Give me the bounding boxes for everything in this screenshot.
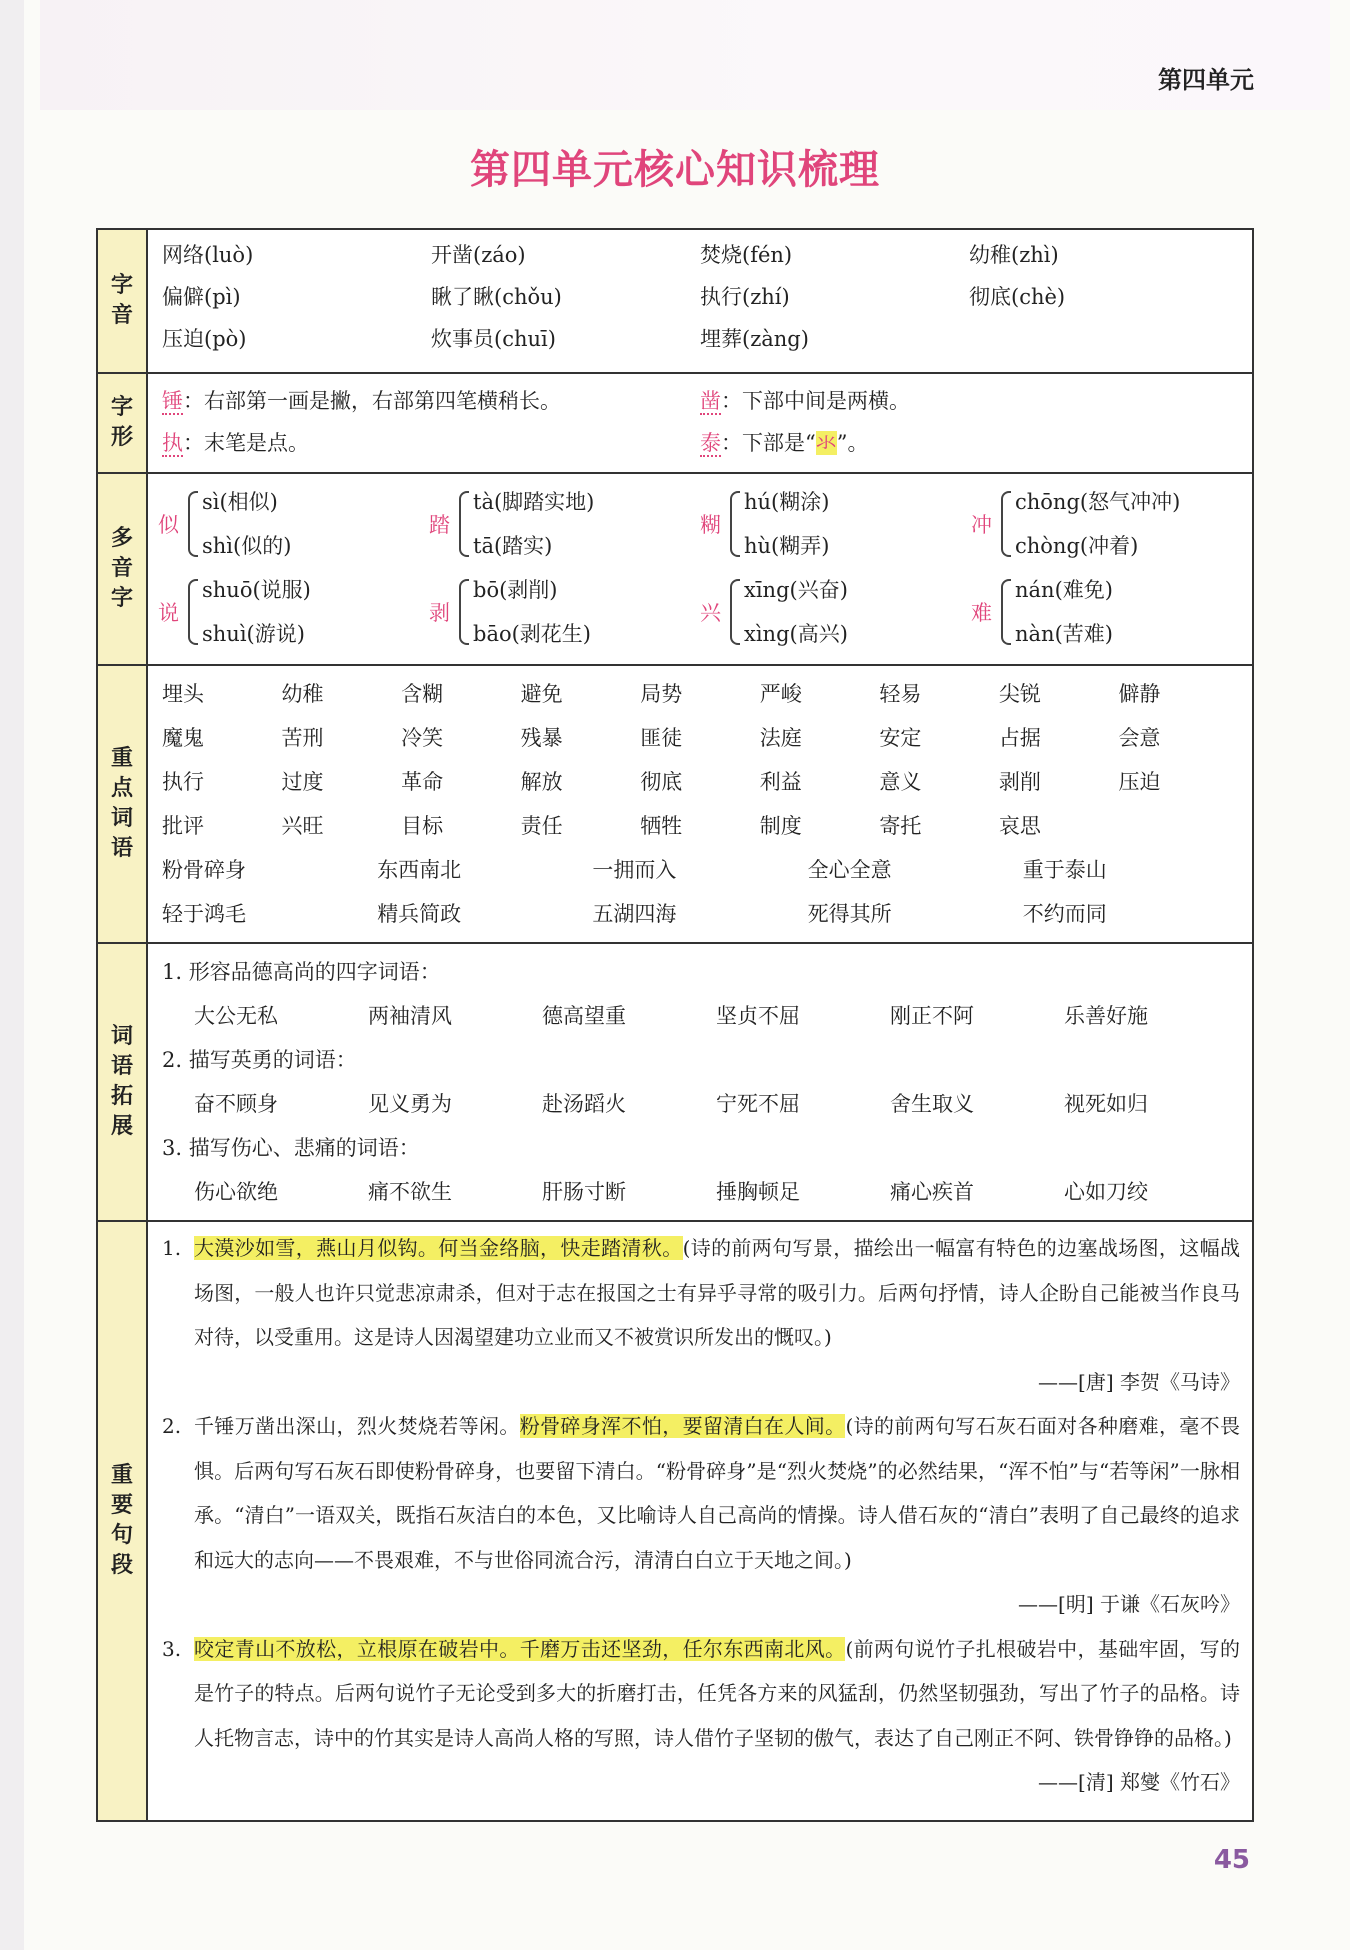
word: 过度 xyxy=(281,770,324,794)
idiom: 一拥而入 xyxy=(592,858,677,882)
polyphone-item: 冲 chōng(怒气冲冲) chòng(冲着) xyxy=(971,490,1181,558)
label-pronunciation: 字音 xyxy=(97,229,147,373)
section-tag: 第四单元 xyxy=(1158,66,1254,94)
shape-item: 锤：右部第一画是撇，右部第四笔横稍长。 xyxy=(162,389,561,413)
word: 责任 xyxy=(520,814,563,838)
pron-item: 压迫(pò) xyxy=(162,327,247,351)
polyphone-item: 踏 tà(脚踏实地) tā(踏实) xyxy=(429,490,595,558)
idiom: 不约而同 xyxy=(1022,902,1107,926)
word: 埋头 xyxy=(162,682,204,706)
word: 冷笑 xyxy=(401,726,444,750)
word: 革命 xyxy=(401,770,444,794)
idiom: 东西南北 xyxy=(377,858,462,882)
idiom: 五湖四海 xyxy=(592,902,677,926)
word: 制度 xyxy=(759,814,802,838)
ext-word: 奋不顾身 xyxy=(194,1092,278,1116)
label-polyphones: 多音字 xyxy=(97,473,147,665)
pron-item: 彻底(chè) xyxy=(969,285,1066,309)
word: 目标 xyxy=(401,814,444,838)
row-polyphones xyxy=(97,473,1253,665)
pron-item: 网络(luò) xyxy=(162,243,254,267)
word: 含糊 xyxy=(401,682,444,706)
sentence-source: ——[明] 于谦《石灰吟》 xyxy=(1018,1592,1240,1616)
word: 严峻 xyxy=(759,682,802,706)
ext-word: 痛心疾首 xyxy=(890,1180,974,1204)
word: 兴旺 xyxy=(281,814,324,838)
ext-word: 两袖清风 xyxy=(368,1004,452,1028)
label-sentences: 重要句段 xyxy=(97,1221,147,1821)
label-word-extension: 词语拓展 xyxy=(97,943,147,1221)
word: 解放 xyxy=(520,770,563,794)
word: 僻静 xyxy=(1118,682,1161,706)
idiom: 死得其所 xyxy=(807,902,892,926)
label-shape: 字形 xyxy=(97,373,147,473)
sentence-item: 2. 千锤万凿出深山，烈火焚烧若等闲。粉骨碎身浑不怕，要留清白在人间。(诗的前两句写石灰石面对各种磨难，毫不畏惧。后两句写石灰石即使粉骨碎身，也要留下清白。“粉骨碎身”是“烈火焚烧”的必然结果，“浑不怕”与“若等闲”一脉相承。“清白”一语双关，既指石灰洁白的本色，又比喻诗人自己高尚的情操。诗人借石灰的“清白”表明了自己最终的追求和远大的志向——不畏艰难，不与世俗同流合污，清清白白立于天地之间。) ——[明] 于谦《石灰吟》 xyxy=(162,1404,1240,1627)
word: 利益 xyxy=(759,770,802,794)
ext-word: 肝肠寸断 xyxy=(542,1180,626,1204)
header-band xyxy=(40,0,1330,110)
word: 意义 xyxy=(879,770,922,794)
ext-heading: 1. 形容品德高尚的四字词语： xyxy=(162,960,441,984)
word: 魔鬼 xyxy=(162,726,204,750)
key-words-grid xyxy=(162,672,1238,848)
ext-word: 舍生取义 xyxy=(890,1092,974,1116)
pron-item: 执行(zhí) xyxy=(700,285,790,309)
idiom: 粉骨碎身 xyxy=(162,858,246,882)
ext-word: 乐善好施 xyxy=(1064,1004,1148,1028)
row-key-words xyxy=(97,665,1253,943)
pron-item: 埋葬(zàng) xyxy=(700,327,809,351)
word: 批评 xyxy=(162,814,204,838)
ext-word: 心如刀绞 xyxy=(1064,1180,1148,1204)
word: 法庭 xyxy=(759,726,802,750)
ext-word: 宁死不屈 xyxy=(716,1092,800,1116)
pron-item: 开凿(záo) xyxy=(431,243,526,267)
polyphone-item: 似 sì(相似) shì(似的) xyxy=(158,490,292,558)
page-title: 第四单元核心知识梳理 xyxy=(470,147,880,193)
idiom: 轻于鸿毛 xyxy=(162,902,246,926)
word: 匪徒 xyxy=(640,726,683,750)
ext-word: 伤心欲绝 xyxy=(194,1180,278,1204)
ext-word: 痛不欲生 xyxy=(368,1180,452,1204)
word: 局势 xyxy=(640,682,683,706)
row-sentences xyxy=(97,1221,1253,1821)
ext-word: 见义勇为 xyxy=(368,1092,452,1116)
word: 残暴 xyxy=(520,726,563,750)
ext-word: 德高望重 xyxy=(542,1004,626,1028)
idiom: 精兵简政 xyxy=(377,902,462,926)
ext-heading: 2. 描写英勇的词语： xyxy=(162,1048,357,1072)
polyphone-item: 兴 xīng(兴奋) xìng(高兴) xyxy=(700,578,848,646)
word: 彻底 xyxy=(640,770,683,794)
ext-word: 大公无私 xyxy=(194,1004,278,1028)
word: 避免 xyxy=(520,682,563,706)
idiom: 重于泰山 xyxy=(1022,858,1107,882)
word: 剥削 xyxy=(998,770,1041,794)
word: 哀思 xyxy=(998,814,1041,838)
pron-item: 偏僻(pì) xyxy=(162,285,241,309)
word: 寄托 xyxy=(879,814,922,838)
sentence-item: 1. 大漠沙如雪，燕山月似钩。何当金络脑，快走踏清秋。(诗的前两句写景，描绘出一幅富有特色的边塞战场图，这幅战场图，一般人也许只觉悲凉肃杀，但对于志在报国之士有异乎寻常的吸引力。后两句抒情，诗人企盼自己能被当作良马对待，以受重用。这是诗人因渴望建功立业而又不被赏识所发出的慨叹。) ——[唐] 李贺《马诗》 xyxy=(162,1226,1240,1404)
word: 安定 xyxy=(879,726,922,750)
word: 牺牲 xyxy=(640,814,683,838)
sentence-item: 3. 咬定青山不放松，立根原在破岩中。千磨万击还坚劲，任尔东西南北风。(前两句说竹子扎根破岩中，基础牢固，写的是竹子的特点。后两句说竹子无论受到多大的折磨打击，任凭各方来的风猛刮，仍然坚韧强劲，写出了竹子的品格。诗人托物言志，诗中的竹其实是诗人高尚人格的写照，诗人借竹子坚韧的傲气，表达了自己刚正不阿、铁骨铮铮的品格。) ——[清] 郑燮《竹石》 xyxy=(162,1627,1240,1805)
page-edge xyxy=(0,0,24,1950)
ext-heading: 3. 描写伤心、悲痛的词语： xyxy=(162,1136,420,1160)
pron-item: 炊事员(chuī) xyxy=(431,327,556,351)
ext-word: 赴汤蹈火 xyxy=(542,1092,626,1116)
word: 占据 xyxy=(998,726,1041,750)
word: 幼稚 xyxy=(281,682,324,706)
word: 轻易 xyxy=(879,682,922,706)
polyphone-grid xyxy=(158,480,1242,656)
row-pronunciation xyxy=(97,229,1253,373)
pron-item: 幼稚(zhì) xyxy=(969,243,1059,267)
page-number: 45 xyxy=(1213,1845,1250,1875)
shape-item: 凿：下部中间是两横。 xyxy=(700,389,910,413)
word: 压迫 xyxy=(1118,770,1161,794)
ext-word: 刚正不阿 xyxy=(890,1004,974,1028)
shape-item: 执：末笔是点。 xyxy=(162,431,309,455)
row-shape xyxy=(97,373,1253,473)
idioms-grid xyxy=(162,848,1238,936)
ext-word: 捶胸顿足 xyxy=(716,1180,800,1204)
word: 执行 xyxy=(162,770,204,794)
shape-item: 泰：下部是“氺”。 xyxy=(700,431,869,455)
pron-item: 焚烧(fén) xyxy=(700,243,793,267)
row-word-extension xyxy=(97,943,1253,1221)
label-key-words: 重点词语 xyxy=(97,665,147,943)
word: 尖锐 xyxy=(998,682,1041,706)
polyphone-item: 说 shuō(说服) shuì(游说) xyxy=(158,578,311,646)
polyphone-item: 难 nán(难免) nàn(苦难) xyxy=(971,578,1113,646)
word: 会意 xyxy=(1118,726,1161,750)
idiom: 全心全意 xyxy=(807,858,892,882)
sentence-source: ——[唐] 李贺《马诗》 xyxy=(1038,1369,1240,1394)
sentence-source: ——[清] 郑燮《竹石》 xyxy=(1038,1770,1240,1794)
ext-word: 视死如归 xyxy=(1064,1092,1148,1116)
ext-word: 坚贞不屈 xyxy=(716,1004,800,1028)
word: 苦刑 xyxy=(281,726,324,750)
knowledge-table xyxy=(96,228,1254,1822)
word xyxy=(1118,804,1238,848)
polyphone-item: 糊 hú(糊涂) hù(糊弄) xyxy=(700,490,830,558)
pron-item: 瞅了瞅(chǒu) xyxy=(431,285,562,309)
pronunciation-grid xyxy=(162,236,1238,358)
polyphone-item: 剥 bō(剥削) bāo(剥花生) xyxy=(429,578,591,646)
